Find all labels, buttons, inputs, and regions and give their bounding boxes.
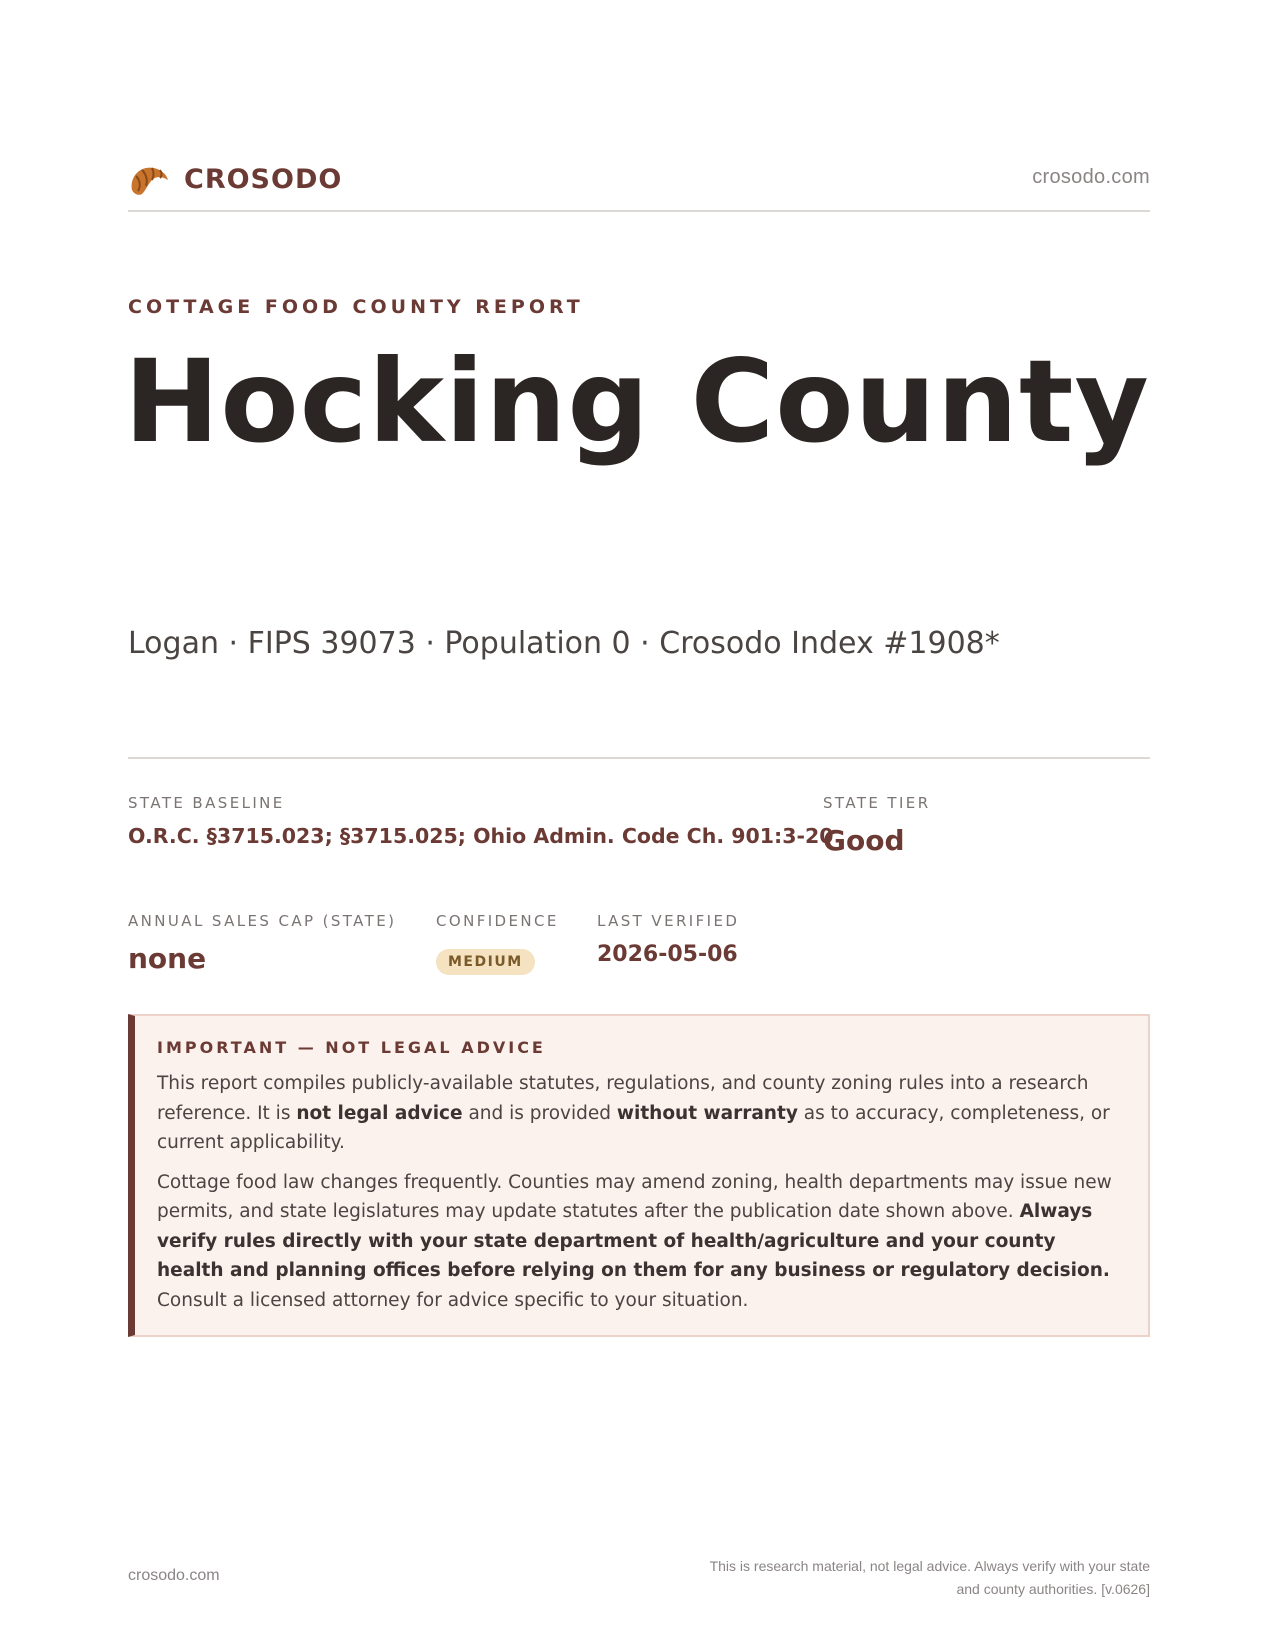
header-divider bbox=[128, 210, 1150, 212]
report-eyebrow: COTTAGE FOOD COUNTY REPORT bbox=[128, 296, 584, 318]
notice-text: as to accuracy, completeness, or current applicability. bbox=[157, 1102, 1110, 1153]
notice-text: This report compiles publicly-available statutes, regulations, and county zoning rules into a research reference. It is bbox=[157, 1073, 1089, 1124]
notice-emphasis: Always verify rules directly with your state department of health/agriculture and your county health and planning offices before relying on them for any business or regulatory decision. bbox=[157, 1201, 1110, 1281]
footer-disclaimer bbox=[630, 1555, 1150, 1601]
state-baseline-label: STATE BASELINE bbox=[128, 794, 285, 812]
state-tier-value: Good bbox=[823, 824, 905, 857]
footer-disclaimer-line-1: This is research material, not legal advice. Always verify with your state bbox=[709, 1558, 1150, 1574]
notice-paragraph-2 bbox=[157, 1168, 1122, 1316]
state-tier-label: STATE TIER bbox=[823, 794, 931, 812]
page-title: Hocking County bbox=[124, 335, 1150, 468]
state-baseline-value: O.R.C. §3715.023; §3715.025; Ohio Admin. Code Ch. 901:3-20 bbox=[128, 824, 834, 848]
sales-cap-label: ANNUAL SALES CAP (STATE) bbox=[128, 912, 397, 930]
croissant-icon bbox=[128, 160, 170, 198]
site-link[interactable]: crosodo.com bbox=[1032, 166, 1150, 188]
brand-name: CROSODO bbox=[184, 163, 343, 195]
notice-text: and is provided bbox=[462, 1102, 617, 1124]
notice-emphasis: without warranty bbox=[616, 1102, 798, 1124]
sales-cap-value: none bbox=[128, 942, 207, 975]
brand bbox=[128, 160, 342, 198]
footer-disclaimer-line-2: and county authorities. [v.0626] bbox=[956, 1581, 1150, 1597]
legal-notice bbox=[128, 1014, 1150, 1337]
notice-emphasis: not legal advice bbox=[296, 1102, 463, 1124]
notice-paragraph-1 bbox=[157, 1069, 1122, 1158]
footer-site: crosodo.com bbox=[128, 1567, 220, 1584]
county-meta: Logan · FIPS 39073 · Population 0 · Crosodo Index #1908* bbox=[128, 626, 1000, 661]
section-divider bbox=[128, 757, 1150, 759]
last-verified-value: 2026-05-06 bbox=[597, 942, 738, 967]
last-verified-label: LAST VERIFIED bbox=[597, 912, 740, 930]
notice-title: IMPORTANT — NOT LEGAL ADVICE bbox=[157, 1038, 546, 1057]
notice-text: Cottage food law changes frequently. Counties may amend zoning, health departments may issue new permits, and state legislatures may update statutes after the publication date shown above. bbox=[157, 1171, 1112, 1222]
notice-text: Consult a licensed attorney for advice specific to your situation. bbox=[157, 1289, 749, 1311]
confidence-badge: MEDIUM bbox=[436, 949, 535, 975]
confidence-label: CONFIDENCE bbox=[436, 912, 559, 930]
report-page bbox=[124, 0, 1150, 1650]
